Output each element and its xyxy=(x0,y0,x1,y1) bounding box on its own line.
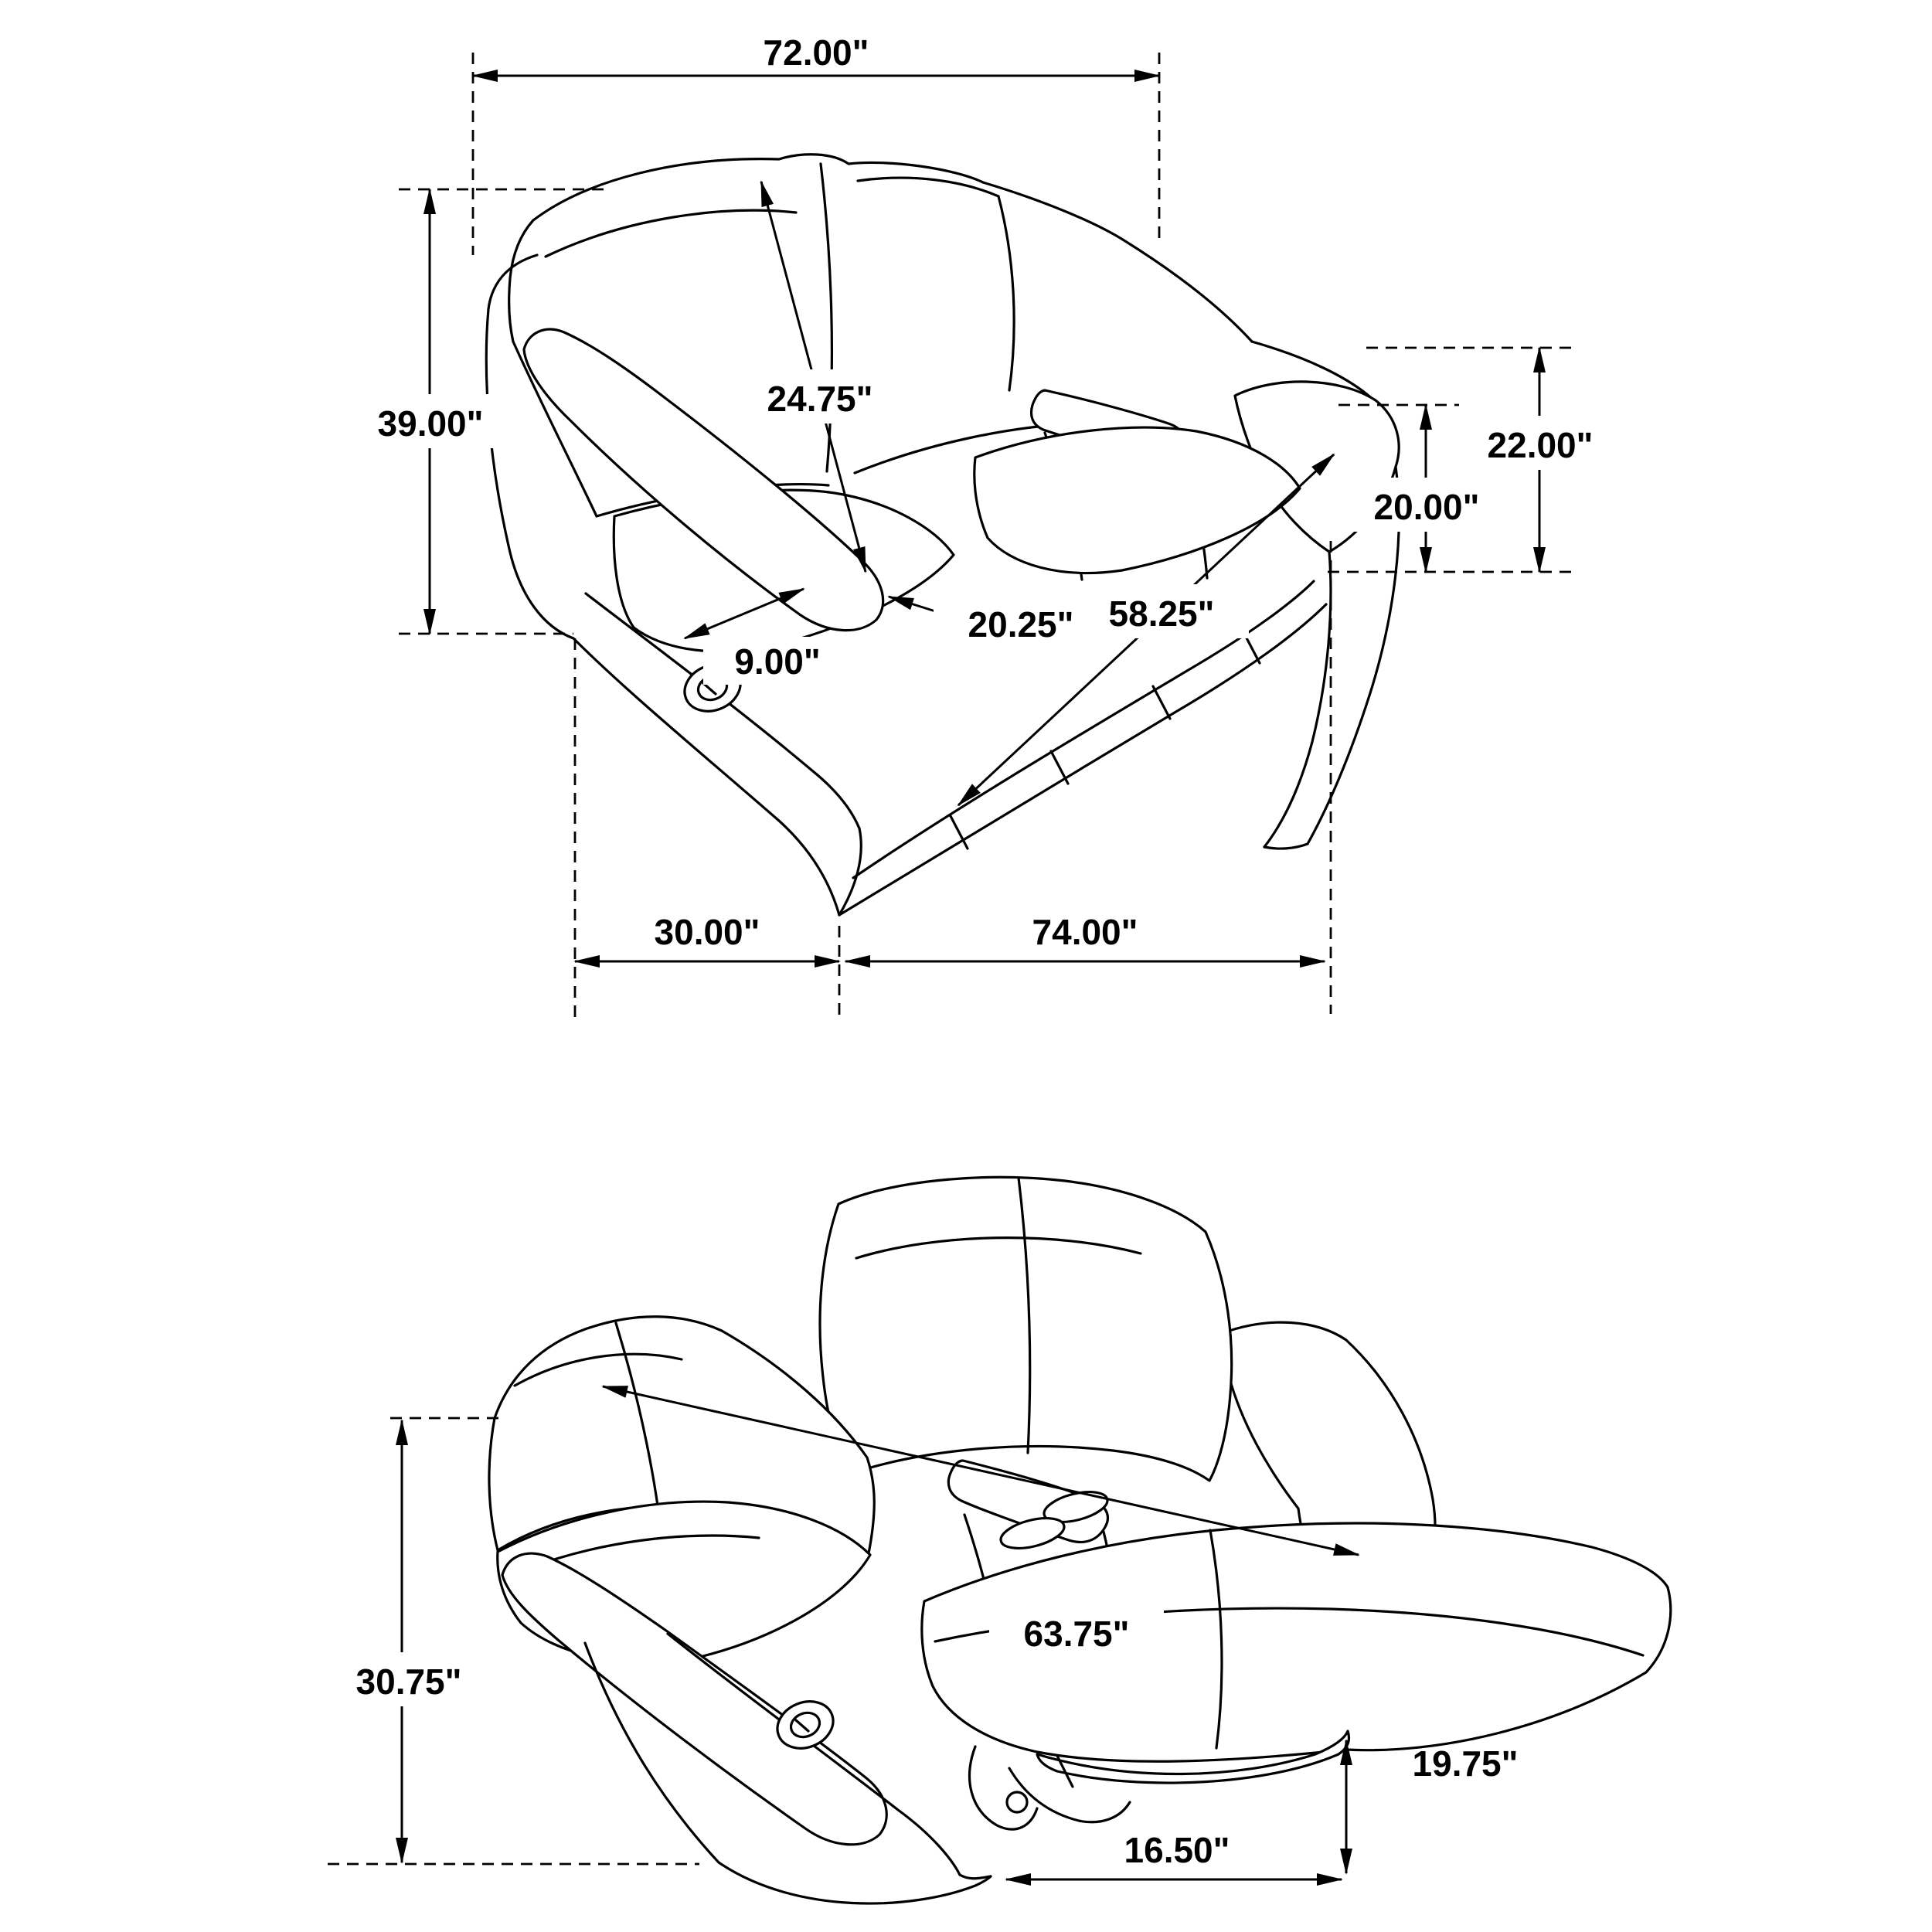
dim-label-footrest-extension: 16.50" xyxy=(1124,1830,1230,1870)
dim-label-footrest-height: 19.75" xyxy=(1412,1743,1519,1784)
dim-label-overall-width: 72.00" xyxy=(763,32,869,73)
dim-label-seat-to-arm-top: 20.00" xyxy=(1373,487,1480,527)
dim-label-seat-depth: 20.25" xyxy=(968,604,1074,645)
headrest-seam xyxy=(546,210,796,257)
dim-label-front-width: 74.00" xyxy=(1032,912,1138,952)
dim-label-section-depth: 30.00" xyxy=(654,912,760,952)
dim-label-reclined-back-height: 30.75" xyxy=(355,1662,462,1702)
dim-label-arm-height: 22.00" xyxy=(1487,425,1594,465)
right-backrest xyxy=(820,1177,1232,1481)
reclined-sofa-illustration xyxy=(489,1177,1671,1903)
dim-label-back-height: 39.00" xyxy=(377,403,484,444)
dim-label-reclined-length: 63.75" xyxy=(1023,1614,1130,1654)
dim-label-backrest-diagonal: 24.75" xyxy=(767,379,873,419)
upright-sofa-illustration xyxy=(486,155,1399,915)
dim-label-armrest-width: 9.00" xyxy=(734,641,821,682)
right-seat-cushion xyxy=(975,427,1300,573)
dim-label-inner-front-width: 58.25" xyxy=(1108,594,1215,634)
back-outline xyxy=(533,155,1252,342)
